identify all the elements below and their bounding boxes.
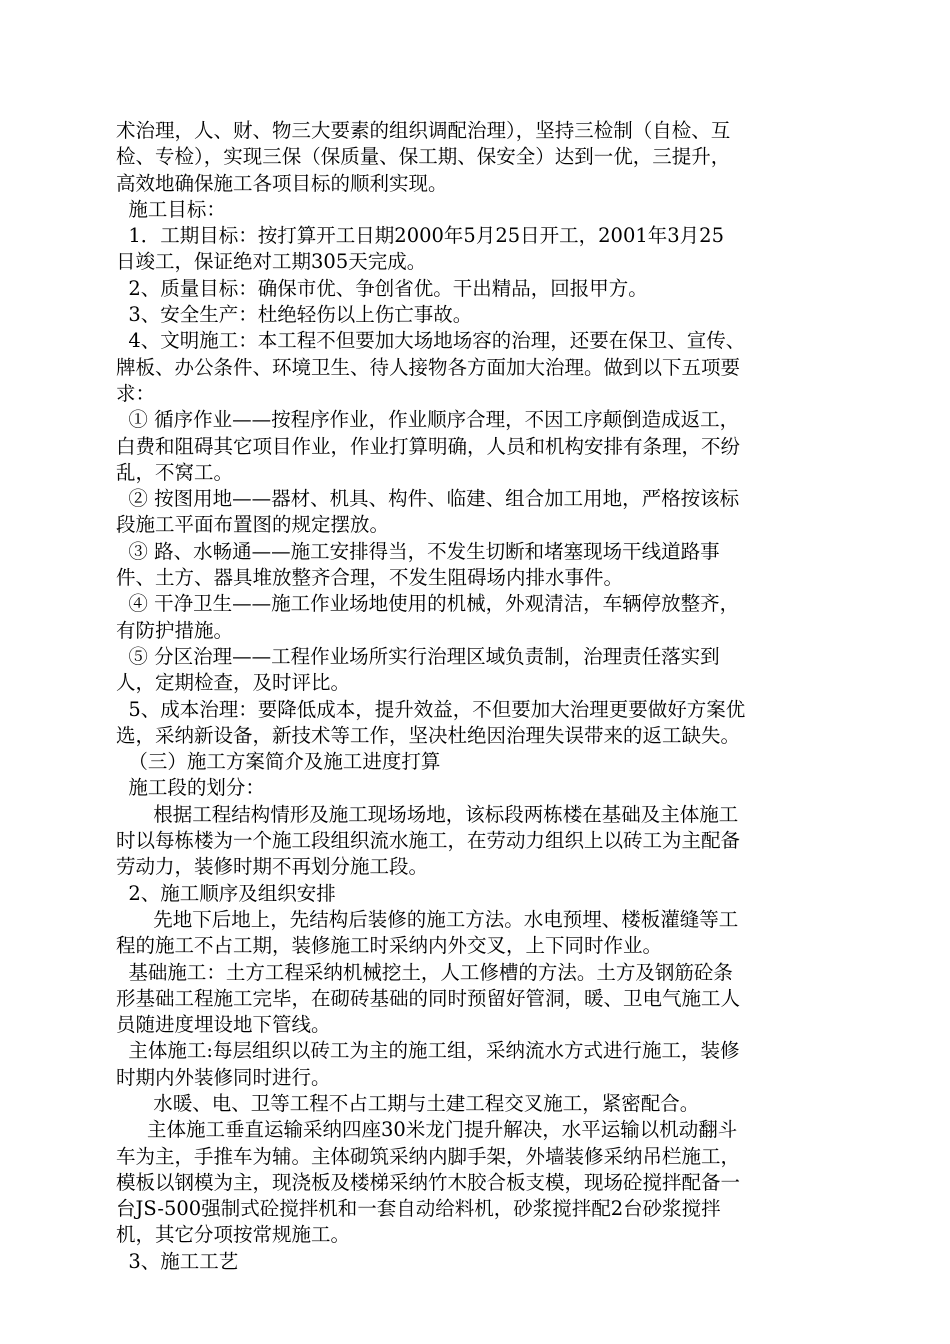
text-line: 水暖、电、卫等工程不占工期与土建工程交叉施工，紧密配合。 xyxy=(116,1091,700,1115)
text-line: 1．工期目标：按打算开工日期2000年5月25日开工，2001年3月25 xyxy=(116,224,724,248)
text-line: 台JS-500强制式砼搅拌机和一套自动给料机，砂浆搅拌配2台砂浆搅拌 xyxy=(116,1197,721,1221)
text-line: 模板以钢模为主，现浇板及楼梯采纳竹木胶合板支模，现场砼搅拌配备一 xyxy=(116,1170,741,1194)
text-line: 检、专检），实现三保（保质量、保工期、保安全）达到一优，三提升， xyxy=(116,145,731,169)
text-line: 2、质量目标：确保市优、争创省优。干出精品，回报甲方。 xyxy=(116,276,648,300)
text-line: 高效地确保施工各项目标的顺利实现。 xyxy=(116,171,448,195)
section-heading: （三）施工方案简介及施工进度打算 xyxy=(116,750,441,774)
text-line: 选，采纳新设备，新技术等工作，坚决杜绝因治理失误带来的返工缺失。 xyxy=(116,723,741,747)
text-line: 乱，不窝工。 xyxy=(116,460,234,484)
text-line: 时以每栋楼为一个施工段组织流水施工，在劳动力组织上以砖工为主配备 xyxy=(116,829,741,853)
text-line: 白费和阻碍其它项目作业，作业打算明确，人员和机构安排有条理，不纷 xyxy=(116,434,741,458)
text-line: 先地下后地上，先结构后装修的施工方法。水电预埋、楼板灌缝等工 xyxy=(116,907,739,931)
text-line: 车为主，手推车为辅。主体砌筑采纳内脚手架，外墙装修采纳吊栏施工， xyxy=(116,1144,741,1168)
text-line: 时期内外装修同时进行。 xyxy=(116,1065,331,1089)
document-body xyxy=(116,118,834,1275)
text-line: ④ 干净卫生——施工作业场地使用的机械，外观清洁，车辆停放整齐， xyxy=(116,592,740,616)
text-line: 劳动力，装修时期不再划分施工段。 xyxy=(116,855,429,879)
section-heading: 2、施工顺序及组织安排 xyxy=(116,881,336,905)
text-line: 人，定期检查，及时评比。 xyxy=(116,671,351,695)
text-line: 程的施工不占工期，装修施工时采纳内外交叉，上下同时作业。 xyxy=(116,934,663,958)
text-line: ⑤ 分区治理——工程作业场所实行治理区域负责制，治理责任落实到 xyxy=(116,644,720,668)
text-line: 术治理，人、财、物三大要素的组织调配治理），坚持三检制（自检、互 xyxy=(116,119,731,142)
text-line: 日竣工，保证绝对工期305天完成。 xyxy=(116,250,427,274)
text-line: 主体施工垂直运输采纳四座30米龙门提升解决，水平运输以机动翻斗 xyxy=(116,1118,738,1142)
section-heading: 施工目标： xyxy=(116,197,226,221)
text-line: 求： xyxy=(116,381,156,405)
text-line: 3、安全生产：杜绝轻伤以上伤亡事故。 xyxy=(116,303,473,327)
text-line: 段施工平面布置图的规定摆放。 xyxy=(116,513,390,537)
text-line: ③ 路、水畅通——施工安排得当，不发生切断和堵塞现场干线道路事 xyxy=(116,539,720,563)
text-line: 根据工程结构情形及施工现场场地，该标段两栋楼在基础及主体施工 xyxy=(116,802,739,826)
text-line: ① 循序作业——按程序作业，作业顺序合理，不因工序颠倒造成返工， xyxy=(116,408,740,432)
text-line: 牌板、办公条件、环境卫生、待人接物各方面加大治理。做到以下五项要 xyxy=(116,355,741,379)
text-line: 形基础工程施工完毕，在砌砖基础的同时预留好管洞，暖、卫电气施工人 xyxy=(116,986,741,1010)
text-line: ② 按图用地——器材、机具、构件、临建、组合加工用地，严格按该标 xyxy=(116,487,740,511)
text-line: 员随进度埋设地下管线。 xyxy=(116,1013,331,1037)
text-line: 机，其它分项按常规施工。 xyxy=(116,1223,351,1247)
text-line: 4、文明施工：本工程不但要加大场地场容的治理，还要在保卫、宣传、 xyxy=(116,329,746,353)
text-line: 件、土方、器具堆放整齐合理，不发生阻碍场内排水事件。 xyxy=(116,566,624,590)
text-line: 5、成本治理：要降低成本，提升效益，不但要加大治理更要做好方案优 xyxy=(116,697,746,721)
text-line: 主体施工:每层组织以砖工为主的施工组，采纳流水方式进行施工，装修 xyxy=(116,1039,740,1063)
section-heading: 3、施工工艺 xyxy=(116,1249,239,1273)
text-line: 有防护措施。 xyxy=(116,618,234,642)
section-heading: 施工段的划分： xyxy=(116,776,265,800)
text-line: 基础施工：土方工程采纳机械挖土，人工修槽的方法。土方及钢筋砼条 xyxy=(116,960,733,984)
